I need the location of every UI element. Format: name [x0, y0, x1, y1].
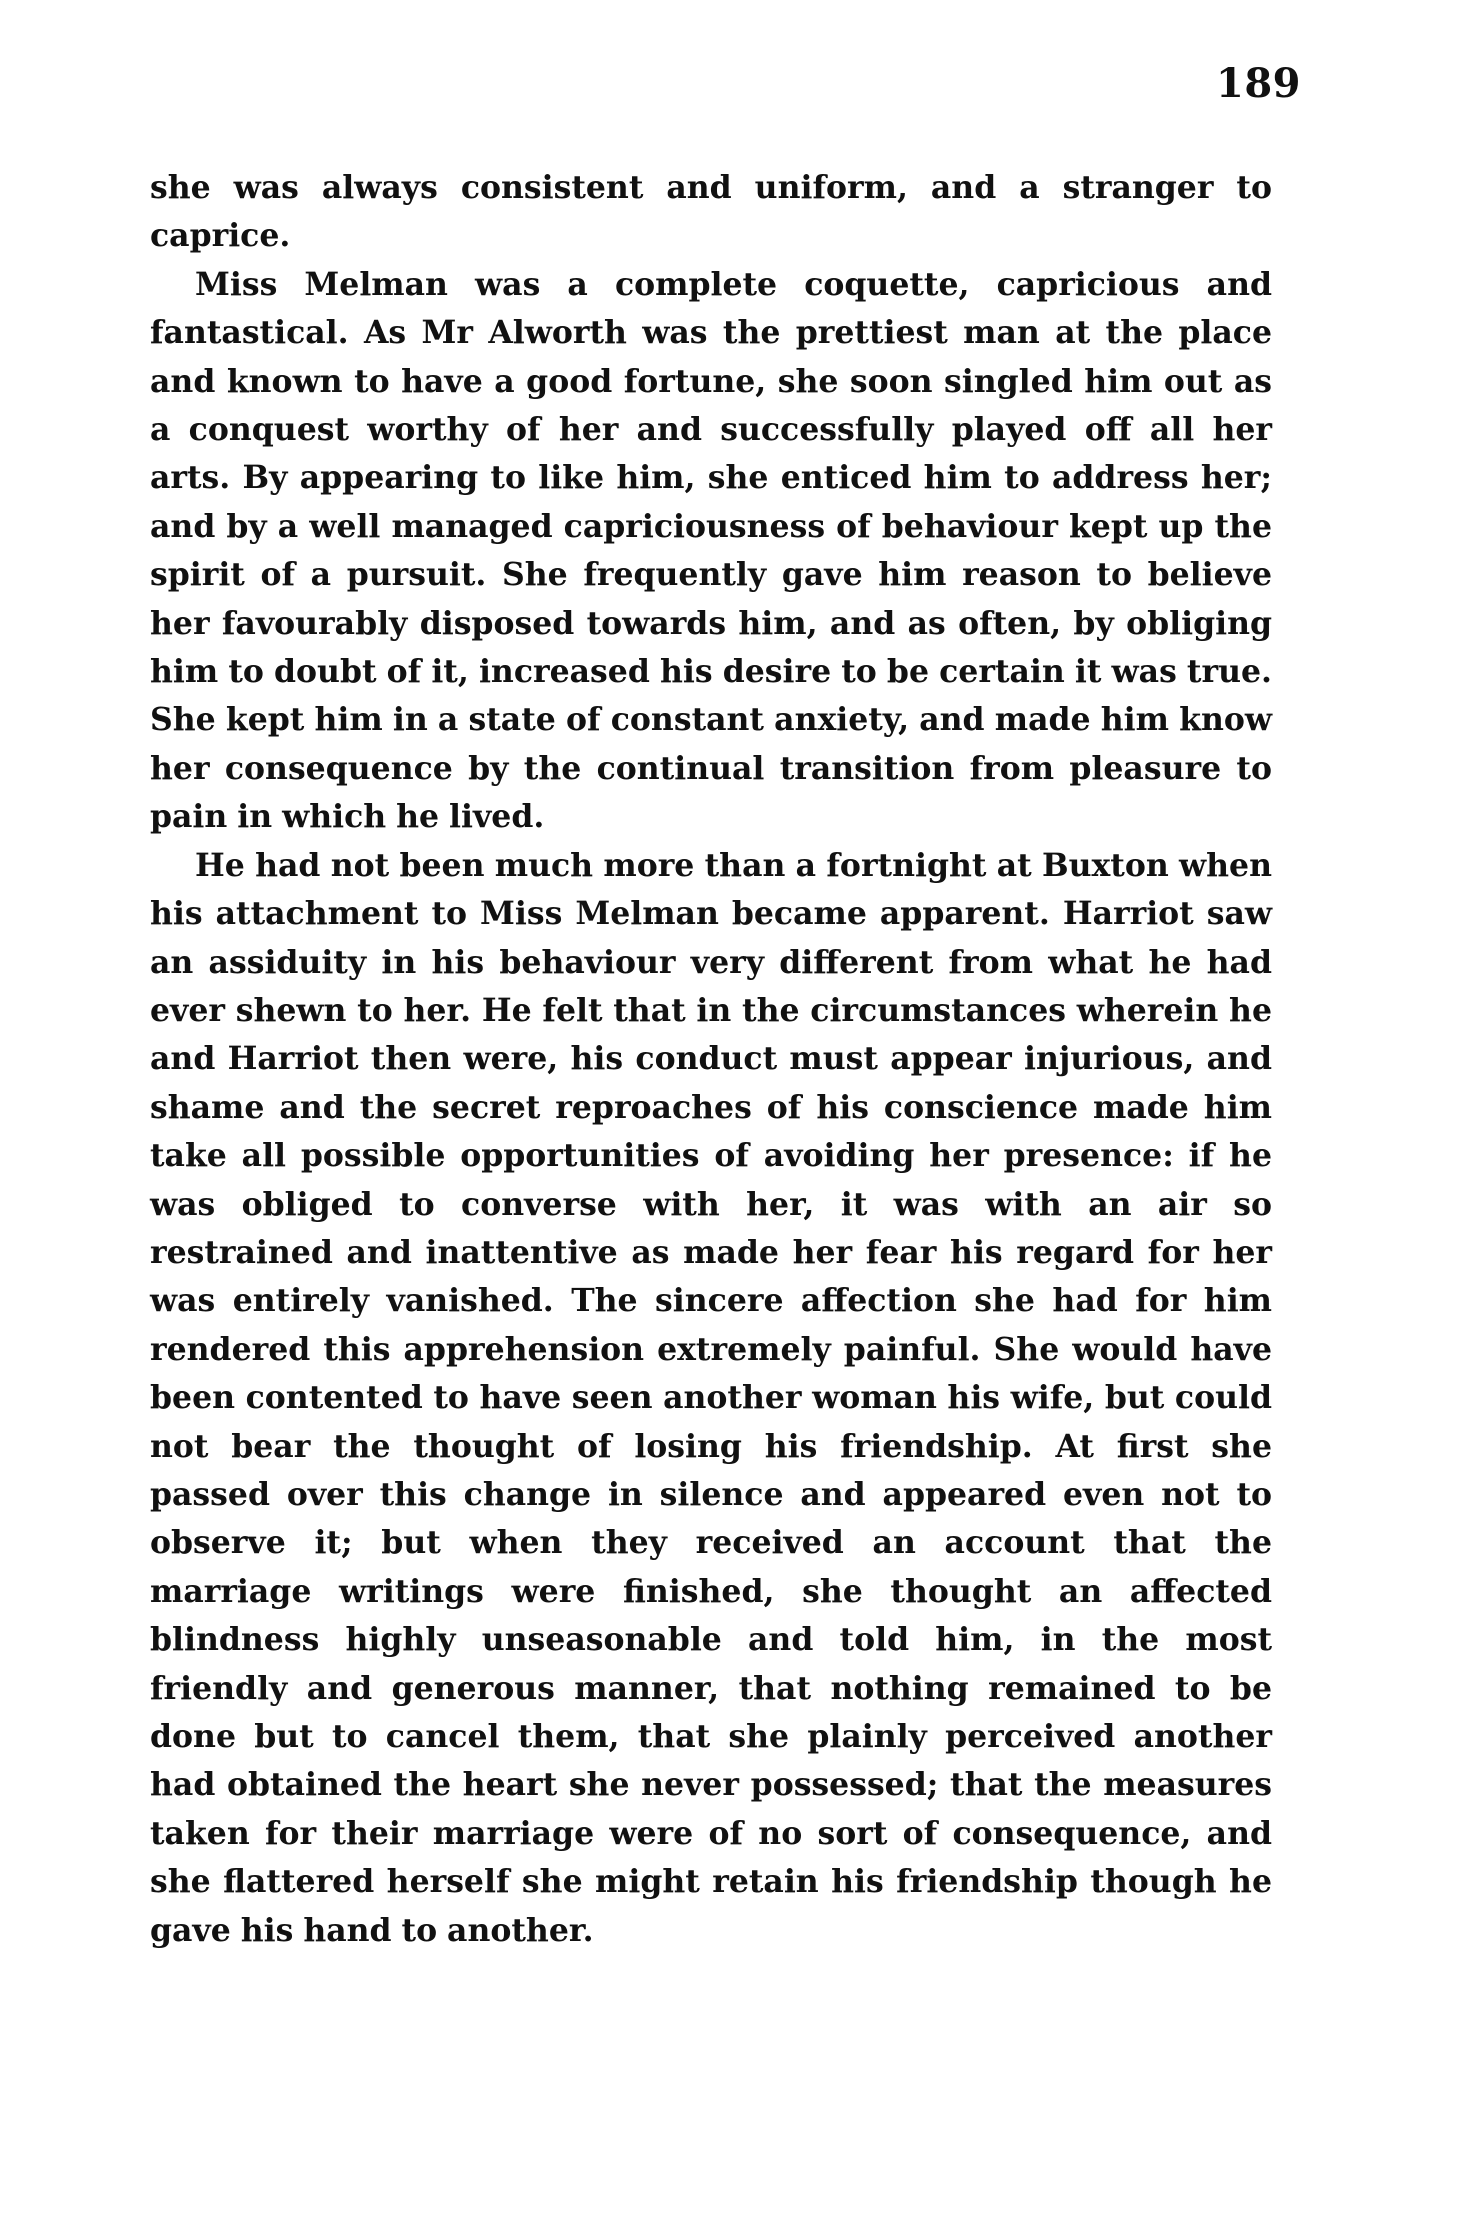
- paragraph-miss-melman: Miss Melman was a complete coquette, capricious and fantastical. As Mr Alworth was the prettiest man at the place and known to have a good fortune, she soon singled him out as a conquest worthy of her and successfully played off all her arts. By appearing to like him, she enticed him to address her; and by a well managed capriciousness of behaviour kept up the spirit of a pursuit. She frequently gave him reason to believe her favourably disposed towards him, and as often, by obliging him to doubt of it, increased his desire to be certain it was true. She kept him in a state of constant anxiety, and made him know her consequence by the continual transition from pleasure to pain in which he lived.: [150, 265, 1272, 836]
- page-number: 189: [1216, 60, 1301, 107]
- body-text: [150, 164, 1272, 1955]
- paragraph-buxton: He had not been much more than a fortnight at Buxton when his attachment to Miss Melman became apparent. Harriot saw an assiduity in his behaviour very different from what he had ever shewn to her. He felt that in the circumstances wherein he and Harriot then were, his conduct must appear injurious, and shame and the secret reproaches of his conscience made him take all possible opportunities of avoiding her presence: if he was obliged to converse with her, it was with an air so restrained and inattentive as made her fear his regard for her was entirely vanished. The sincere affection she had for him rendered this apprehension extremely painful. She would have been contented to have seen another woman his wife, but could not bear the thought of losing his friendship. At first she passed over this change in silence and appeared even not to observe it; but when they received an account that the marriage writings were finished, she thought an affected blindness highly unseasonable and told him, in the most friendly and generous manner, that nothing remained to be done but to cancel them, that she plainly perceived another had obtained the heart she never possessed; that the measures taken for their marriage were of no sort of consequence, and she flattered herself she might retain his friendship though he gave his hand to another.: [150, 846, 1272, 1949]
- paragraph-continuation: she was always consistent and uniform, and a stranger to caprice.: [150, 169, 1272, 255]
